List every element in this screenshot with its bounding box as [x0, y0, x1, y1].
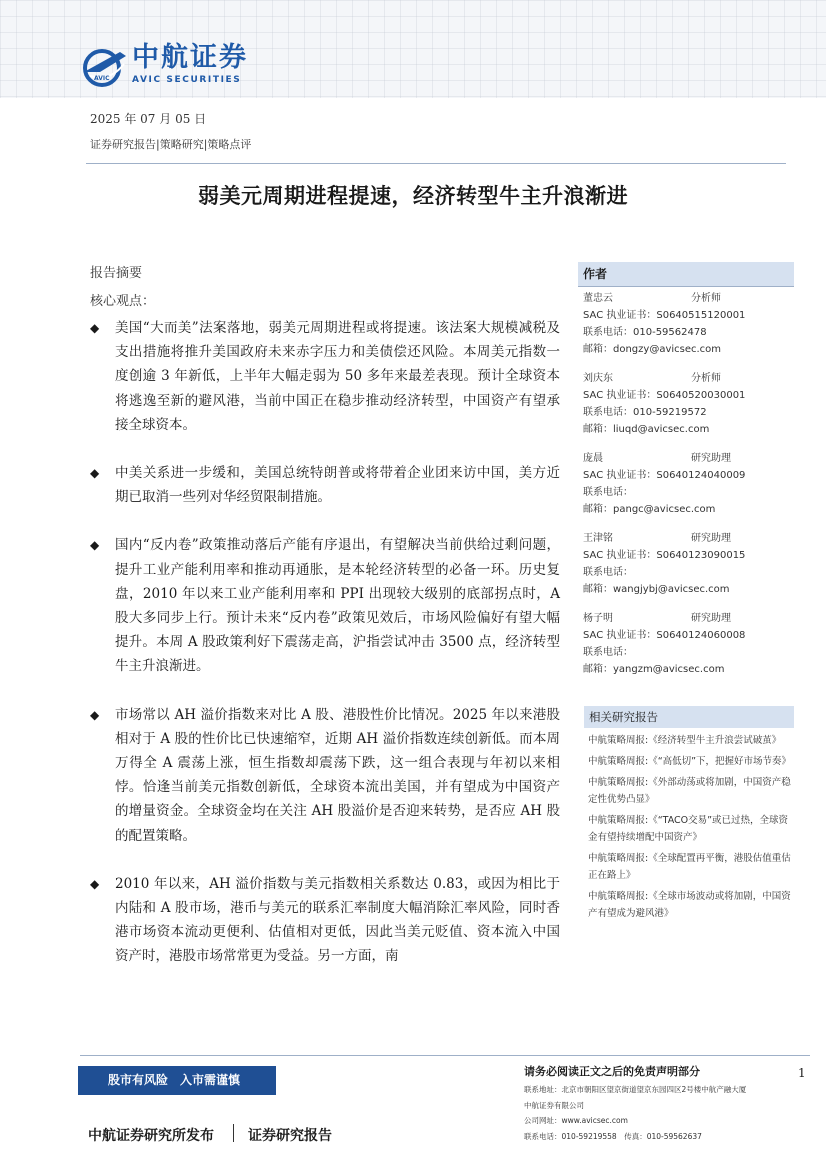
author-role: 研究助理: [691, 613, 731, 624]
viewpoint-item: [90, 872, 560, 969]
author-card: [583, 290, 795, 358]
header-divider: [86, 163, 786, 164]
author-email[interactable]: 邮箱：dongzy@avicsec.com: [583, 344, 722, 355]
publisher-divider: [233, 1124, 234, 1142]
core-viewpoints-label: 核心观点：: [90, 294, 156, 309]
diamond-bullet-icon: ◆: [90, 321, 100, 335]
viewpoint-item: [90, 461, 560, 509]
viewpoint-text: 2010 年以来，AH 溢价指数与美元指数相关系数达 0.83，或因为相比于内陆和 A 股市场，港币与美元的联系汇率制度大幅消除汇率风险，同时香港市场资本流动更便利、估值相对更低，因此当美元贬值、资本流入中国资产时，港股市场常常更为受益。另一方面，南: [115, 875, 560, 965]
author-phone: 联系电话：010-59562478: [583, 327, 707, 338]
author-name: 董忠云: [583, 293, 613, 304]
author-sac: SAC 执业证书：S0640515120001: [583, 310, 746, 321]
author-role: 分析师: [691, 293, 721, 304]
viewpoint-item: [90, 316, 560, 437]
authors-list: [583, 290, 795, 690]
author-email[interactable]: 邮箱：pangc@avicsec.com: [583, 504, 716, 515]
related-report-link[interactable]: 中航策略周报:《全球市场波动或将加剧，中国资产有望成为避风港》: [588, 891, 791, 919]
author-card: [583, 610, 795, 678]
author-phone: 联系电话：: [583, 647, 633, 658]
page-number: 1: [798, 1066, 806, 1080]
viewpoint-item: [90, 703, 560, 848]
logo-text-cn: 中航证券: [132, 42, 248, 73]
report-date: 2025 年 07 月 05 日: [90, 112, 207, 126]
author-sac: SAC 执业证书：S0640520030001: [583, 390, 746, 401]
contact-address: 联系地址：北京市朝阳区望京街道望京东园四区2号楼中航产融大厦: [524, 1085, 747, 1094]
risk-warning-banner: 股市有风险 入市需谨慎: [78, 1066, 276, 1095]
author-email[interactable]: 邮箱：wangjybj@avicsec.com: [583, 584, 730, 595]
author-role: 分析师: [691, 373, 721, 384]
related-report-link[interactable]: 中航策略周报:《“高低切”下，把握好市场节奏》: [588, 756, 792, 767]
viewpoint-item: [90, 533, 560, 678]
viewpoint-text: 中美关系进一步缓和，美国总统特朗普或将带着企业团来访中国，美方近期已取消一些列对华经贸限制措施。: [115, 465, 560, 506]
related-report-link[interactable]: 中航策略周报:《“TACO交易”或已过热，全球资金有望持续增配中国资产》: [588, 815, 789, 843]
report-category: 证券研究报告|策略研究|策略点评: [90, 138, 252, 151]
company-logo: [80, 42, 280, 94]
author-sac: SAC 执业证书：S0640123090015: [583, 550, 746, 561]
footer-divider: [80, 1055, 810, 1056]
viewpoint-text: 国内“反内卷”政策推动落后产能有序退出，有望解决当前供给过剩问题，提升工业产能利用率和推动再通胀，是本轮经济转型的必备一环。历史复盘，2010 年以来工业产能利用率和 PPI 出现较大级别的底部拐点时，A 股大多同步上行。预计未来“反内卷”政策见效后，市场风险偏好有望大幅提升。本周 A 股政策利好下震荡走高，沪指尝试冲击 3500 点，经济转型牛主升浪渐进。: [115, 537, 560, 675]
author-sac: SAC 执业证书：S0640124040009: [583, 470, 746, 481]
author-phone: 联系电话：010-59219572: [583, 407, 707, 418]
core-viewpoints-list: [90, 316, 560, 969]
related-reports-list: [588, 732, 792, 926]
svg-text:AVIC: AVIC: [94, 75, 110, 82]
author-name: 刘庆东: [583, 373, 613, 384]
author-phone: 联系电话：: [583, 487, 633, 498]
diamond-bullet-icon: ◆: [90, 466, 100, 481]
diamond-bullet-icon: ◆: [90, 876, 100, 891]
author-email[interactable]: 邮箱：yangzm@avicsec.com: [583, 664, 725, 675]
viewpoint-text: 美国“大而美”法案落地，弱美元周期进程或将提速。该法案大规模减税及支出措施将推升美国政府未来赤字压力和美债偿还风险。本周美元指数一度创逾 3 年新低，上半年大幅走弱为 50 多年来最差表现。预计全球资本将逃逸至新的避风港，当前中国正在稳步推动经济转型，中国资产有望承接全球资本。: [115, 320, 560, 433]
authors-header: 作者: [578, 262, 794, 287]
related-report-link[interactable]: 中航策略周报:《外部动荡或将加剧，中国资产稳定性优势凸显》: [588, 777, 791, 805]
contact-company: 中航证券有限公司: [524, 1100, 584, 1110]
contact-info: [524, 1082, 804, 1144]
author-role: 研究助理: [691, 453, 731, 464]
related-reports-header: 相关研究报告: [584, 706, 794, 728]
related-report-link[interactable]: 中航策略周报:《全球配置再平衡，港股估值重估正在路上》: [588, 853, 791, 881]
diamond-bullet-icon: ◆: [90, 707, 100, 722]
plane-logo-icon: [80, 42, 130, 92]
publisher-label: 中航证券研究所发布: [88, 1128, 214, 1144]
contact-website[interactable]: 公司网址：www.avicsec.com: [524, 1116, 628, 1125]
author-card: [583, 450, 795, 518]
author-card: [583, 370, 795, 438]
author-name: 王津铭: [583, 533, 613, 544]
author-name: 庞晨: [583, 453, 603, 464]
logo-text-en: AVIC SECURITIES: [132, 75, 242, 85]
author-name: 杨子明: [583, 613, 613, 624]
report-title: 弱美元周期进程提速，经济转型牛主升浪渐进: [198, 183, 628, 208]
author-card: [583, 530, 795, 598]
related-report-link[interactable]: 中航策略周报:《经济转型牛主升浪尝试破茧》: [588, 735, 782, 746]
viewpoint-text: 市场常以 AH 溢价指数来对比 A 股、港股性价比情况。2025 年以来港股相对于 A 股的性价比已快速缩窄，近期 AH 溢价指数连续创新低。而本周万得全 A 震荡上涨，恒生指数却震荡下跌，这一组合表现与年初以来相悖。恰逢当前美元指数创新低，全球资本流出美国，并有望成为中国资产的增量资金。全球资金均在关注 AH 股溢价是否迎来转势，是否应 AH 股的配置策略。: [115, 706, 560, 844]
disclaimer-notice: 请务必阅读正文之后的免责声明部分: [524, 1065, 700, 1078]
author-email[interactable]: 邮箱：liuqd@avicsec.com: [583, 424, 710, 435]
author-phone: 联系电话：: [583, 567, 633, 578]
author-role: 研究助理: [691, 533, 731, 544]
summary-label: 报告摘要: [90, 266, 143, 281]
contact-phone: 联系电话：010-59219558 传真：010-59562637: [524, 1131, 702, 1141]
diamond-bullet-icon: ◆: [90, 538, 100, 553]
author-sac: SAC 执业证书：S0640124060008: [583, 630, 746, 641]
report-label: 证券研究报告: [248, 1128, 332, 1144]
